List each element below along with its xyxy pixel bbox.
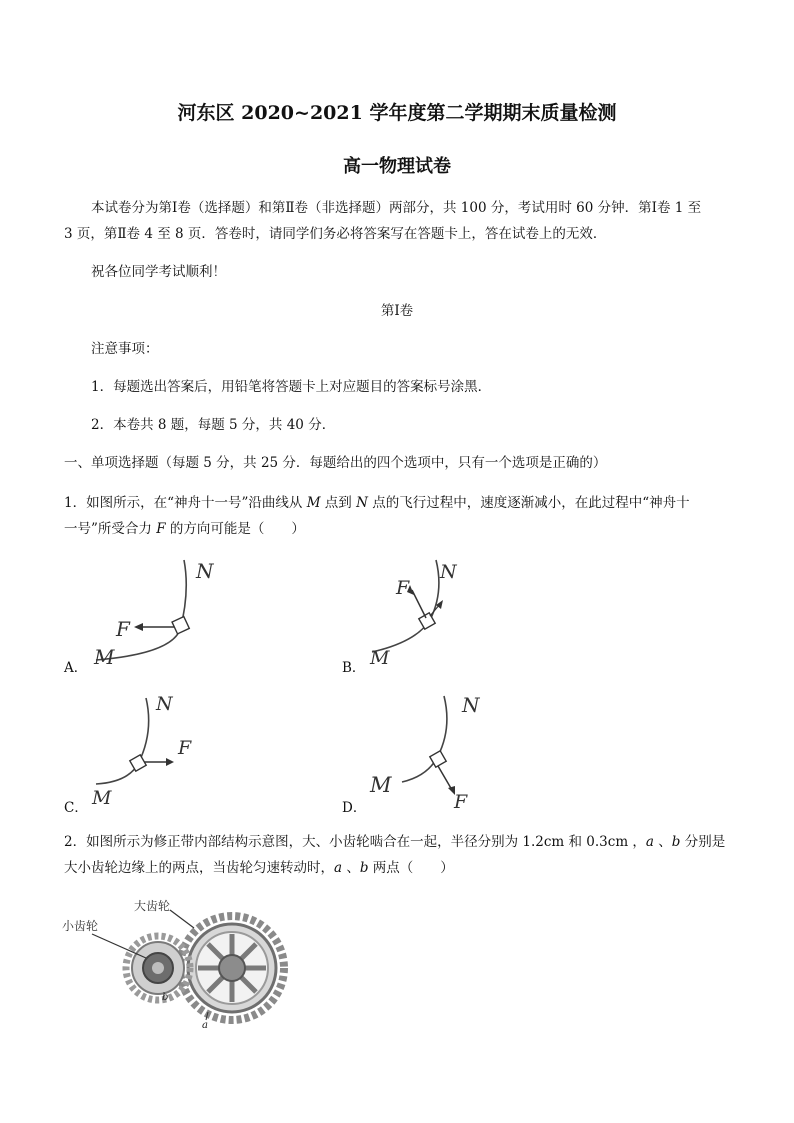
- symbol-f: F: [156, 521, 166, 537]
- question-1-line-1: 1．如图所示，在“神舟十一号”沿曲线从 M 点到 N 点的飞行过程中，速度逐渐减小，在此过程中“神舟十: [64, 495, 690, 511]
- point-n-label: N: [462, 693, 480, 717]
- point-m-label: M: [370, 647, 390, 669]
- option-b-figure: [366, 552, 486, 672]
- force-f-label: F: [396, 577, 410, 599]
- question-2: [64, 829, 774, 881]
- option-b-label: B．: [342, 660, 366, 676]
- intro: [64, 195, 764, 247]
- option-d-label: D．: [342, 800, 367, 816]
- point-m-label: M: [370, 773, 392, 797]
- gear-figure: [62, 896, 288, 1032]
- symbol-n: N: [356, 495, 368, 511]
- small-gear: [126, 936, 190, 1000]
- force-f-label: F: [116, 617, 130, 641]
- force-f-label: F: [454, 791, 468, 810]
- intro-line-1: 本试卷分为第Ⅰ卷（选择题）和第Ⅱ卷（非选择题）两部分，共 100 分，考试用时 60 分钟．第Ⅰ卷 1 至: [91, 200, 702, 216]
- option-a-figure: [88, 552, 228, 672]
- small-gear-label: 小齿轮: [62, 919, 99, 933]
- intro-wish: 祝各位同学考试顺利！: [91, 264, 226, 280]
- intro-line-2: 3 页，第Ⅱ卷 4 至 8 页．答卷时，请同学们务必将答案写在答题卡上，答在试卷上的无效．: [64, 226, 607, 242]
- paper-title: 河东区 2020~2021 学年度第二学期期末质量检测: [177, 102, 617, 124]
- point-n-label: N: [440, 561, 457, 583]
- notice-item-2: 2．本卷共 8 题，每题 5 分，共 40 分．: [91, 417, 336, 433]
- point-b-label: b: [162, 992, 169, 1003]
- question-2-line-2: 大小齿轮边缘上的两点，当齿轮匀速转动时，a 、b 两点（ ）: [64, 860, 454, 876]
- force-f-label: F: [178, 737, 192, 759]
- point-m-label: M: [94, 645, 115, 669]
- question-1: [64, 490, 764, 542]
- notice-item-1: 1．每题选出答案后，用铅笔将答题卡上对应题目的答案标号涂黑．: [91, 379, 492, 395]
- question-1-line-2: 一号”所受合力 F 的方向可能是（ ）: [64, 521, 305, 537]
- paper-subtitle: 高一物理试卷: [343, 156, 451, 177]
- question-2-line-1: 2．如图所示为修正带内部结构示意图，大、小齿轮啮合在一起，半径分别为 1.2cm 和 0.3cm ，a 、b 分别是: [64, 834, 726, 850]
- large-gear: [180, 916, 284, 1020]
- point-n-label: N: [156, 693, 173, 715]
- point-a-label: a: [202, 1020, 208, 1031]
- option-c-figure: [88, 688, 218, 810]
- notice-title: 注意事项：: [91, 341, 159, 357]
- option-a-label: A．: [64, 660, 88, 676]
- part-heading: 一、单项选择题（每题 5 分，共 25 分．每题给出的四个选项中，只有一个选项是正确的）: [64, 455, 607, 471]
- large-gear-label: 大齿轮: [134, 899, 171, 913]
- point-n-label: N: [196, 559, 214, 583]
- section-heading: 第Ⅰ卷: [380, 303, 414, 319]
- option-c-label: C．: [64, 800, 88, 816]
- option-d-figure: [366, 688, 496, 810]
- symbol-m: M: [306, 495, 321, 511]
- point-m-label: M: [92, 787, 112, 809]
